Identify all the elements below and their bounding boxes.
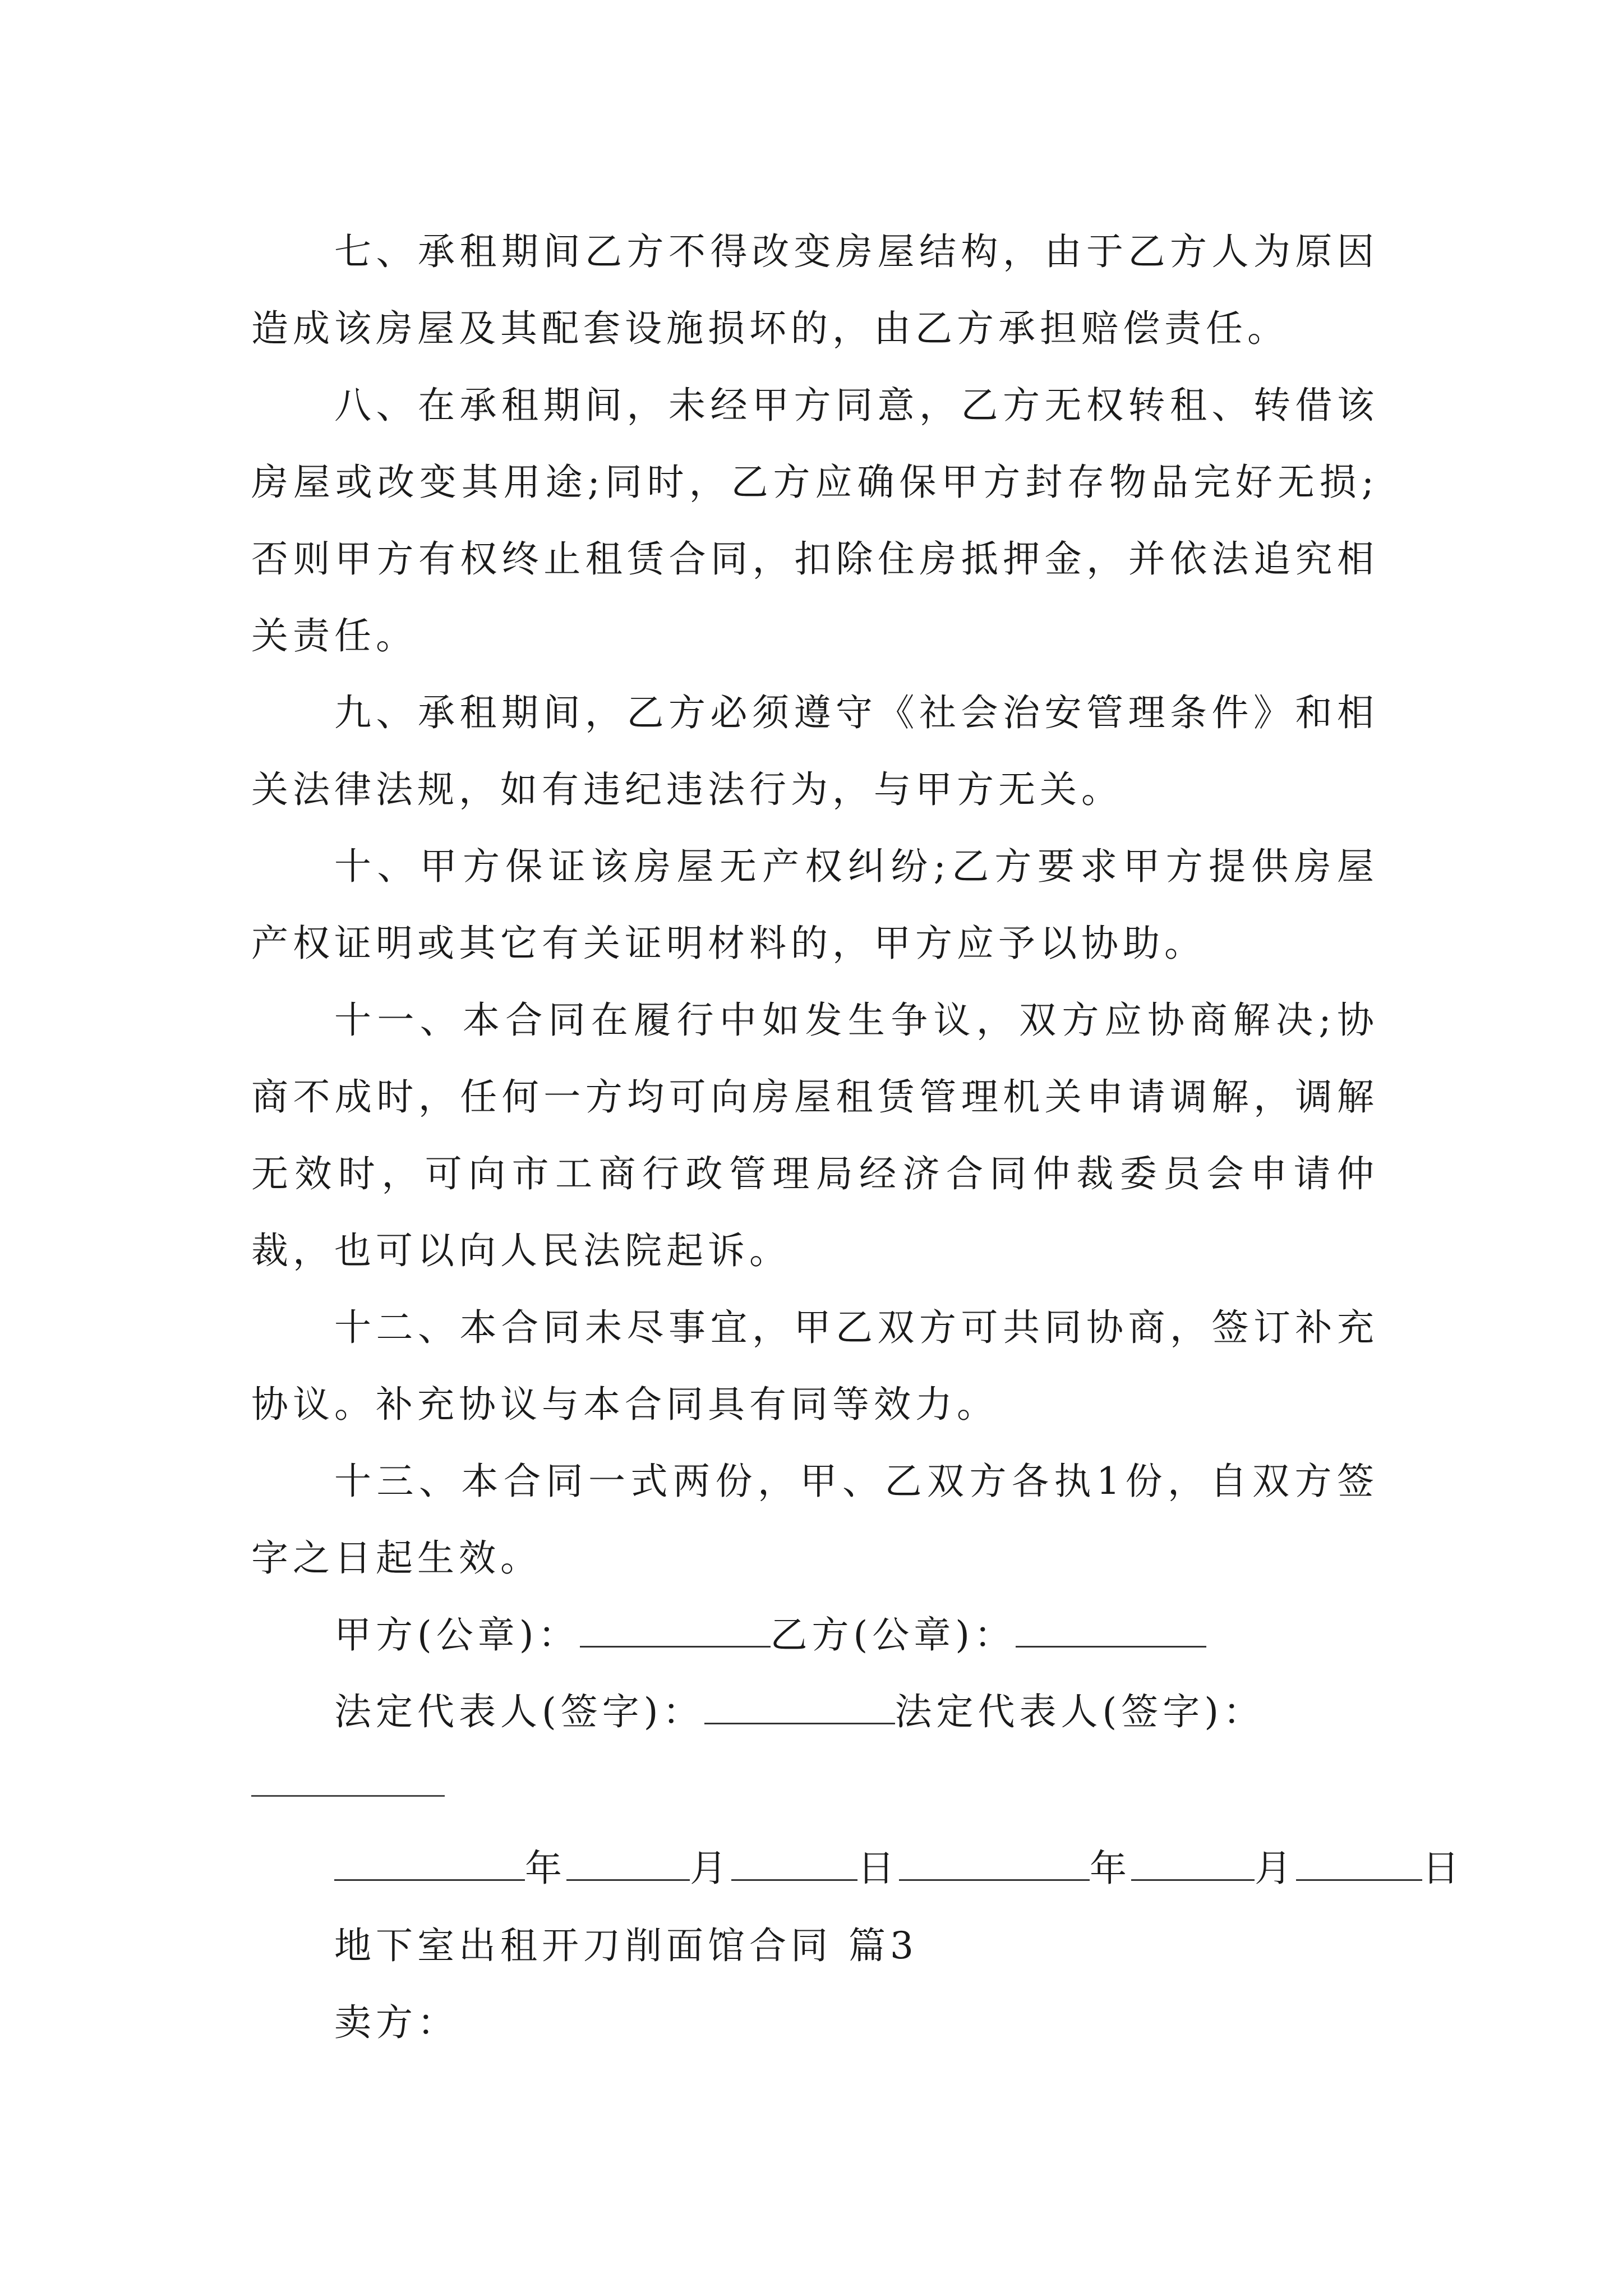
party-a-seal-blank xyxy=(580,1612,771,1648)
day-a-label: 日 xyxy=(857,1847,899,1890)
year-a-blank xyxy=(334,1846,525,1881)
clause-10: 十、甲方保证该房屋无产权纠纷;乙方要求甲方提供房屋产权证明或其它有关证明材料的，甲方应予以协助。 xyxy=(251,845,1378,965)
month-b-label: 月 xyxy=(1255,1847,1296,1890)
section-heading: 地下室出租开刀削面馆合同 篇3 xyxy=(334,1924,918,1967)
signature-continuation-blank xyxy=(251,1795,445,1797)
clause-9: 九、承租期间，乙方必须遵守《社会治安管理条件》和相关法律法规，如有违纪违法行为，与甲方无关。 xyxy=(251,691,1378,811)
rep-a-label: 法定代表人(签字)： xyxy=(334,1690,704,1733)
clause-11: 十一、本合同在履行中如发生争议，双方应协商解决;协商不成时，任何一方均可向房屋租赁管理机关申请调解，调解无效时，可向市工商行政管理局经济合同仲裁委员会申请仲裁，也可以向人民法院起诉。 xyxy=(251,999,1378,1272)
year-b-blank xyxy=(899,1846,1090,1881)
rep-b-label: 法定代表人(签字)： xyxy=(895,1690,1265,1733)
month-a-label: 月 xyxy=(690,1847,731,1890)
month-b-blank xyxy=(1131,1846,1255,1881)
representative-line xyxy=(251,1673,1378,1750)
clause-12: 十二、本合同未尽事宜，甲乙双方可共同协商，签订补充协议。补充协议与本合同具有同等效力。 xyxy=(251,1306,1378,1426)
day-b-label: 日 xyxy=(1422,1847,1464,1890)
contract-body xyxy=(251,213,1378,1750)
clause-8: 八、在承租期间，未经甲方同意，乙方无权转租、转借该房屋或改变其用途;同时，乙方应确保甲方封存物品完好无损;否则甲方有权终止租赁合同，扣除住房抵押金，并依法追究相关责任。 xyxy=(251,384,1378,657)
month-a-blank xyxy=(566,1846,690,1881)
clause-7: 七、承租期间乙方不得改变房屋结构，由于乙方人为原因造成该房屋及其配套设施损坏的，由乙方承担赔偿责任。 xyxy=(251,230,1378,350)
date-line xyxy=(334,1830,1464,1907)
clause-13: 十三、本合同一式两份，甲、乙双方各执1份，自双方签字之日起生效。 xyxy=(251,1460,1378,1580)
party-b-seal-blank xyxy=(1016,1612,1206,1648)
day-b-blank xyxy=(1296,1846,1422,1881)
party-b-seal-label: 乙方(公章)： xyxy=(770,1613,1016,1657)
party-a-seal-label: 甲方(公章)： xyxy=(334,1613,580,1657)
day-a-blank xyxy=(731,1846,857,1881)
seal-line xyxy=(251,1596,1378,1673)
seller-label: 卖方： xyxy=(334,2001,459,2044)
year-a-label: 年 xyxy=(525,1847,566,1890)
year-b-label: 年 xyxy=(1090,1847,1131,1890)
rep-a-blank xyxy=(704,1689,895,1724)
